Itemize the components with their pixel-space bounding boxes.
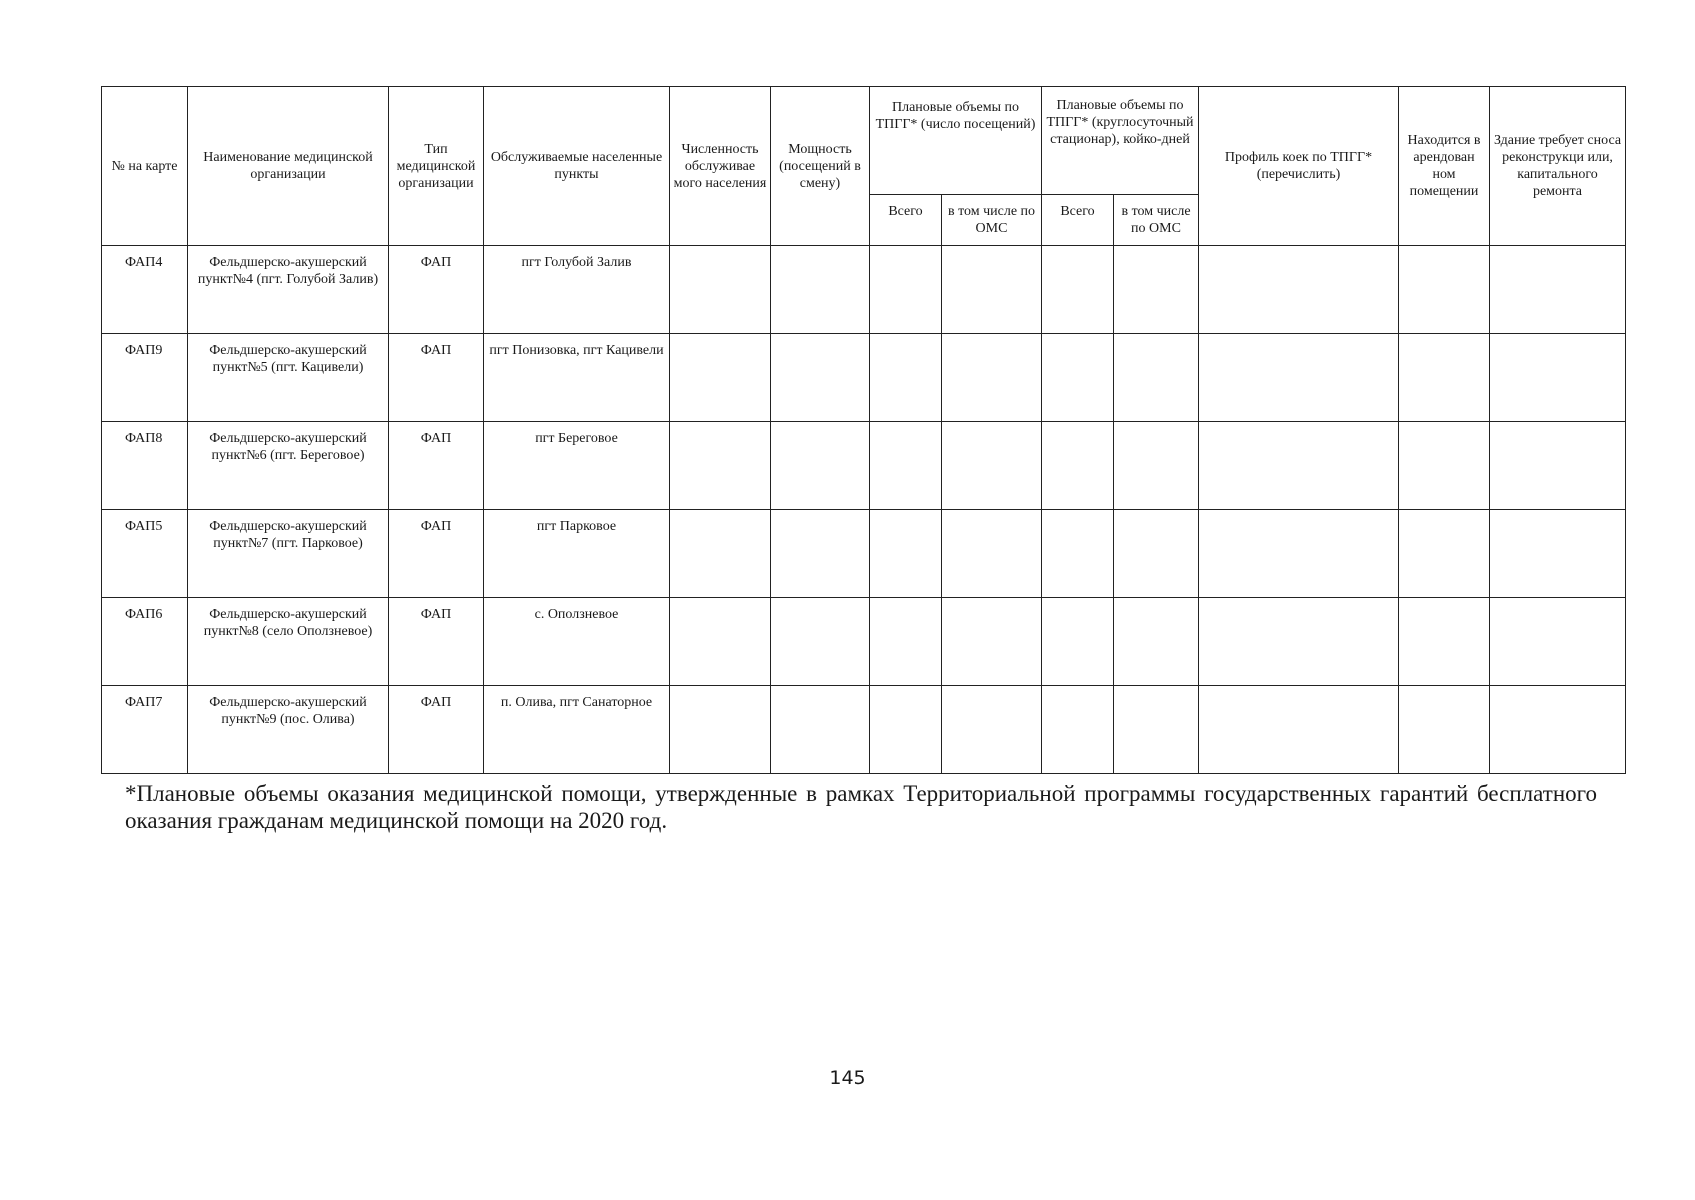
- cell-empty: [771, 422, 870, 510]
- cell-empty: [870, 422, 942, 510]
- cell-empty: [1399, 510, 1490, 598]
- cell-empty: [771, 598, 870, 686]
- cell-empty: [1399, 334, 1490, 422]
- cell-empty: [771, 510, 870, 598]
- cell-empty: [870, 246, 942, 334]
- cell-empty: [1399, 686, 1490, 774]
- cell-empty: [1199, 510, 1399, 598]
- cell-empty: [1490, 598, 1626, 686]
- cell-empty: [1199, 686, 1399, 774]
- cell-empty: [670, 334, 771, 422]
- cell-empty: [1490, 510, 1626, 598]
- cell-org-type: ФАП: [389, 246, 484, 334]
- header-capacity: Мощность (посещений в смену): [771, 87, 870, 246]
- cell-empty: [1042, 422, 1114, 510]
- table-row: [102, 686, 1626, 774]
- cell-empty: [1199, 334, 1399, 422]
- cell-empty: [670, 246, 771, 334]
- cell-empty: [1042, 334, 1114, 422]
- cell-empty: [670, 598, 771, 686]
- cell-empty: [870, 510, 942, 598]
- header-org-name: Наименование медицинской организации: [188, 87, 389, 246]
- cell-empty: [942, 510, 1042, 598]
- cell-empty: [870, 334, 942, 422]
- header-visits-total: Всего: [870, 195, 942, 246]
- table-row: [102, 510, 1626, 598]
- cell-empty: [1042, 598, 1114, 686]
- cell-org-name: Фельдшерско-акушерский пункт№9 (пос. Олива): [188, 686, 389, 774]
- cell-empty: [1490, 422, 1626, 510]
- header-visits-oms: в том числе по ОМС: [942, 195, 1042, 246]
- cell-settlements: пгт Береговое: [484, 422, 670, 510]
- cell-org-type: ФАП: [389, 598, 484, 686]
- header-map-no: № на карте: [102, 87, 188, 246]
- cell-empty: [771, 246, 870, 334]
- header-building: Здание требует сноса реконструкци или, капитального ремонта: [1490, 87, 1626, 246]
- cell-org-name: Фельдшерско-акушерский пункт№4 (пгт. Голубой Залив): [188, 246, 389, 334]
- cell-empty: [1114, 510, 1199, 598]
- cell-empty: [1114, 422, 1199, 510]
- cell-empty: [1114, 686, 1199, 774]
- header-rented: Находится в арендован ном помещении: [1399, 87, 1490, 246]
- cell-empty: [670, 422, 771, 510]
- header-org-type: Тип медицинской организации: [389, 87, 484, 246]
- cell-empty: [942, 246, 1042, 334]
- header-beds-total: Всего: [1042, 195, 1114, 246]
- cell-empty: [942, 598, 1042, 686]
- header-planned-visits: Плановые объемы по ТПГГ* (число посещений): [870, 87, 1042, 195]
- cell-empty: [870, 598, 942, 686]
- cell-org-name: Фельдшерско-акушерский пункт№5 (пгт. Кацивели): [188, 334, 389, 422]
- cell-empty: [1199, 422, 1399, 510]
- table-row: [102, 422, 1626, 510]
- cell-org-name: Фельдшерско-акушерский пункт№6 (пгт. Береговое): [188, 422, 389, 510]
- cell-map-code: ФАП5: [102, 510, 188, 598]
- cell-map-code: ФАП7: [102, 686, 188, 774]
- cell-empty: [1114, 334, 1199, 422]
- cell-empty: [870, 686, 942, 774]
- header-population: Численность обслуживае мого населения: [670, 87, 771, 246]
- cell-empty: [1042, 510, 1114, 598]
- cell-empty: [1490, 246, 1626, 334]
- cell-empty: [1042, 686, 1114, 774]
- header-beds-oms: в том числе по ОМС: [1114, 195, 1199, 246]
- cell-empty: [1199, 246, 1399, 334]
- cell-empty: [771, 334, 870, 422]
- facilities-table: [101, 86, 1626, 774]
- cell-empty: [1399, 246, 1490, 334]
- cell-empty: [1490, 686, 1626, 774]
- cell-map-code: ФАП8: [102, 422, 188, 510]
- cell-empty: [942, 686, 1042, 774]
- cell-org-name: Фельдшерско-акушерский пункт№8 (село Оползневое): [188, 598, 389, 686]
- header-settlements: Обслуживаемые населенные пункты: [484, 87, 670, 246]
- cell-empty: [1042, 246, 1114, 334]
- cell-empty: [1399, 422, 1490, 510]
- page-number: 145: [829, 1067, 866, 1089]
- cell-empty: [1399, 598, 1490, 686]
- cell-settlements: пгт Понизовка, пгт Кацивели: [484, 334, 670, 422]
- cell-empty: [771, 686, 870, 774]
- cell-settlements: п. Олива, пгт Санаторное: [484, 686, 670, 774]
- cell-empty: [1114, 246, 1199, 334]
- footnote: *Плановые объемы оказания медицинской помощи, утвержденные в рамках Территориальной программы государственных гарантий бесплатного оказания гражданам медицинской помощи на 2020 год.: [125, 781, 1597, 833]
- cell-empty: [670, 510, 771, 598]
- cell-settlements: пгт Голубой Залив: [484, 246, 670, 334]
- cell-empty: [942, 422, 1042, 510]
- header-planned-beds: Плановые объемы по ТПГГ* (круглосуточный стационар), койко-дней: [1042, 87, 1199, 195]
- cell-org-type: ФАП: [389, 510, 484, 598]
- header-bed-profile: Профиль коек по ТПГГ* (перечислить): [1199, 87, 1399, 246]
- cell-map-code: ФАП4: [102, 246, 188, 334]
- cell-empty: [1199, 598, 1399, 686]
- cell-settlements: с. Оползневое: [484, 598, 670, 686]
- cell-map-code: ФАП6: [102, 598, 188, 686]
- cell-map-code: ФАП9: [102, 334, 188, 422]
- cell-empty: [1490, 334, 1626, 422]
- cell-empty: [1114, 598, 1199, 686]
- cell-org-type: ФАП: [389, 334, 484, 422]
- cell-empty: [942, 334, 1042, 422]
- table-row: [102, 598, 1626, 686]
- cell-empty: [670, 686, 771, 774]
- cell-org-type: ФАП: [389, 686, 484, 774]
- table-row: [102, 246, 1626, 334]
- cell-org-name: Фельдшерско-акушерский пункт№7 (пгт. Парковое): [188, 510, 389, 598]
- cell-org-type: ФАП: [389, 422, 484, 510]
- cell-settlements: пгт Парковое: [484, 510, 670, 598]
- table-row: [102, 334, 1626, 422]
